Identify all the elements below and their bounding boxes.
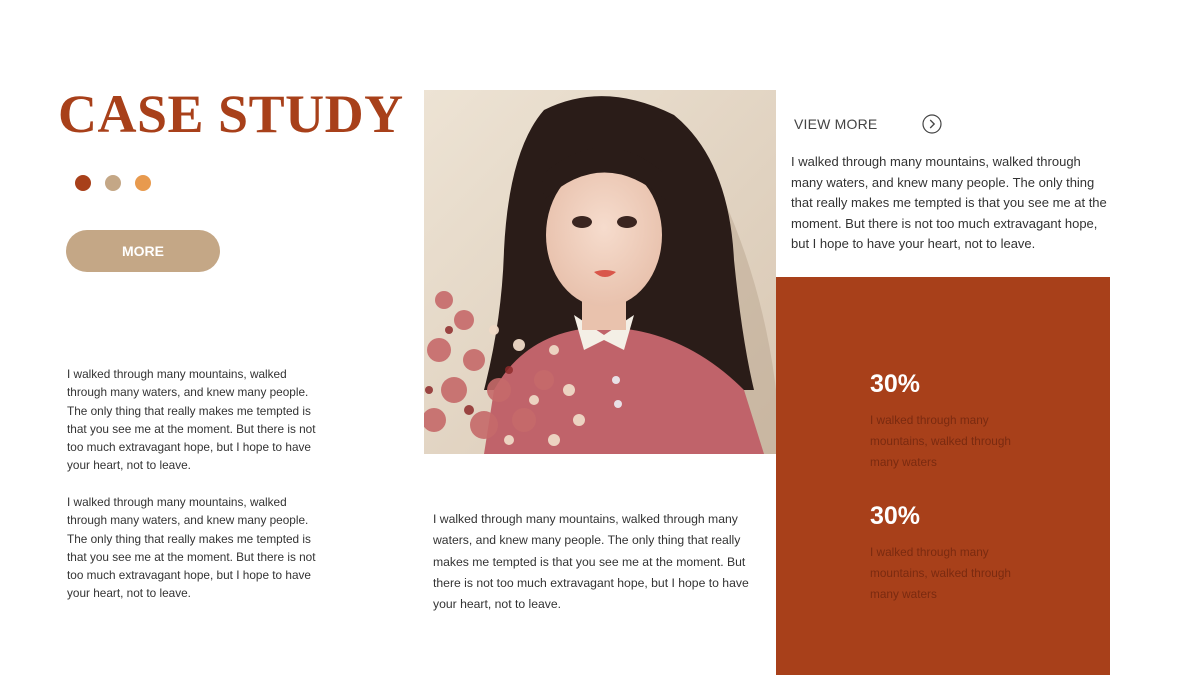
view-more-link[interactable] <box>794 114 942 134</box>
color-dots <box>75 175 151 191</box>
left-paragraph-1: I walked through many mountains, walked through many waters, and knew many people. The only thing that really makes me tempted is that you see me at the moment. But there is not too much extravagant hope, but I hope to have your heart, not to leave. <box>67 367 316 473</box>
center-paragraph: I walked through many mountains, walked through many waters, and knew many people. The only thing that really makes me tempted is that you see me at the moment. But there is not too much extravagant hope, but I hope to have your heart, not to leave. <box>433 512 749 612</box>
stat-item <box>870 501 1050 605</box>
view-more-label: VIEW MORE <box>794 116 878 132</box>
dot-red <box>75 175 91 191</box>
dot-orange <box>135 175 151 191</box>
left-paragraph-2: I walked through many mountains, walked through many waters, and knew many people. The only thing that really makes me tempted is that you see me at the moment. But there is not too much extravagant hope, but I hope to have your heart, not to leave. <box>67 495 316 601</box>
stat-value: 30% <box>870 502 921 530</box>
stat-description: I walked through many mountains, walked through many waters <box>870 413 1011 469</box>
right-paragraph: I walked through many mountains, walked through many waters, and knew many people. The only thing that really makes me tempted is that you see me at the moment. But there is not too much extravagant hope, but I hope to have your heart, not to leave. <box>791 154 1107 252</box>
stat-item <box>870 369 1050 473</box>
chevron-right-circle-icon[interactable] <box>922 114 942 134</box>
more-button[interactable]: MORE <box>66 230 220 272</box>
stat-value: 30% <box>870 370 921 398</box>
stat-description: I walked through many mountains, walked through many waters <box>870 545 1011 601</box>
page-title: CASE STUDY <box>58 84 404 144</box>
stats-panel <box>776 277 1110 675</box>
portrait-photo-icon <box>424 90 776 454</box>
dot-tan <box>105 175 121 191</box>
